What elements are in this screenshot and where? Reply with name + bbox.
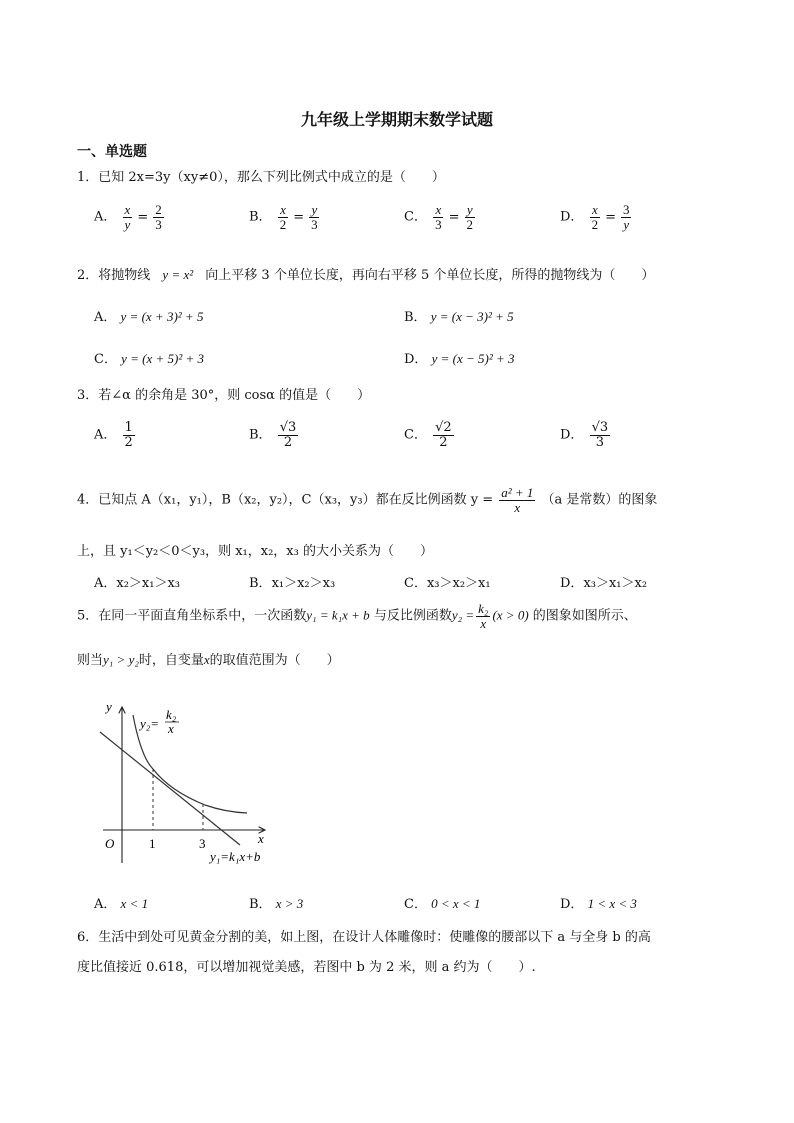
fraction-numerator: √3 <box>591 420 609 435</box>
q5-inverse-lhs: y₂ = <box>451 607 475 623</box>
q5-linear-function: y₁ = k₁x + b <box>306 607 370 623</box>
q5-stem-pre: 5．在同一平面直角坐标系中，一次函数 <box>77 608 307 624</box>
q2-option-b[interactable] <box>404 306 514 325</box>
x-axis-label: x <box>258 831 264 846</box>
option-label: D． <box>560 427 584 443</box>
fraction-denominator: 2 <box>283 434 293 450</box>
q5-stem-line2 <box>77 649 340 668</box>
q2-option-c[interactable] <box>94 348 204 367</box>
option-expression: x₃＞x₂＞x₁ <box>426 576 491 591</box>
fraction-numerator: √3 <box>279 420 297 435</box>
fraction-denominator: 3 <box>155 216 162 232</box>
q1-option-c[interactable]: C． $\frac{x}{3}$ = $\frac{y}{2}$ <box>404 202 473 232</box>
line-label: y₁=k₁x+b <box>210 849 261 864</box>
option-label: C． <box>404 576 427 591</box>
q2-formula: y = x² <box>162 267 194 282</box>
q5-domain-condition: (x > 0) <box>492 607 529 623</box>
fraction-numerator: x <box>280 202 286 217</box>
option-label: B． <box>404 310 427 325</box>
fraction-denominator: y <box>124 216 131 232</box>
q5-stem-post: 的图象如图所示、 <box>532 608 637 624</box>
fraction-denominator: 3 <box>595 434 604 450</box>
origin-label: O <box>105 836 115 851</box>
option-expression: x₁＞x₂＞x₃ <box>271 576 336 591</box>
page-title: 九年级上学期期末数学试题 <box>300 110 493 129</box>
option-expression: y = (x − 3)² + 5 <box>430 309 514 324</box>
option-expression: y = (x + 3)² + 5 <box>120 309 204 324</box>
q5-option-a[interactable] <box>94 893 148 912</box>
q2-option-d[interactable] <box>404 348 515 367</box>
q4-stem-post: （a 是常数）的图象 <box>541 492 658 508</box>
q6-stem-line2: 度比值接近 0.618，可以增加视觉美感，若图中 b 为 2 米，则 a 约为（ ）. <box>77 960 536 975</box>
option-label: A． <box>94 209 117 225</box>
q3-option-a[interactable] <box>94 421 137 449</box>
option-expression: x₃＞x₁＞x₂ <box>583 576 648 591</box>
fraction-numerator: 2 <box>155 202 162 217</box>
q2-option-a[interactable] <box>94 306 203 325</box>
q4-option-a[interactable] <box>94 572 180 591</box>
fraction-denominator: 2 <box>466 216 473 232</box>
fraction-denominator: x <box>480 615 487 631</box>
q5-variable: x <box>203 652 210 667</box>
q5-function-graph <box>95 695 285 870</box>
curve-label-numerator: k₂ <box>166 707 177 722</box>
q3-option-c[interactable] <box>404 421 456 449</box>
option-label: B． <box>249 897 272 912</box>
option-label: C． <box>404 427 427 443</box>
q2-stem-post: 向上平移 3 个单位长度，再向右平移 5 个单位长度，所得的抛物线为（ ） <box>205 268 655 283</box>
fraction-denominator: 2 <box>279 216 287 232</box>
q4-option-c[interactable] <box>404 572 491 591</box>
section-heading: 一、单选题 <box>77 144 147 160</box>
q5-option-d[interactable] <box>560 893 637 912</box>
q3-option-b[interactable] <box>249 421 300 449</box>
option-label: B． <box>249 576 272 591</box>
fraction-numerator: x <box>591 202 598 217</box>
q1-option-d[interactable]: D． $\frac{x}{2}$ = $\frac{3}{y}$ <box>560 202 630 232</box>
q1-option-b[interactable]: B． $\frac{x}{2}$ = $\frac{y}{3}$ <box>249 202 318 232</box>
q5-stem-mid: 与反比例函数 <box>373 608 452 624</box>
option-label: A． <box>94 427 117 443</box>
option-expression: y = (x − 5)² + 3 <box>431 351 515 366</box>
option-label: D． <box>404 352 428 367</box>
q4-option-d[interactable] <box>560 572 647 591</box>
fraction-numerator: y <box>466 202 473 217</box>
fraction-denominator: 3 <box>435 216 442 232</box>
option-expression: y = (x + 5)² + 3 <box>121 351 205 366</box>
option-expression: x < 1 <box>120 896 149 911</box>
q3-stem: 3．若∠α 的余角是 30°，则 cosα 的值是（ ） <box>77 388 371 403</box>
fraction-numerator: 3 <box>622 202 630 217</box>
option-label: C． <box>94 352 117 367</box>
fraction-numerator: a² + 1 <box>501 485 534 500</box>
q2-stem-pre: 2．将抛物线 <box>77 268 151 283</box>
option-label: B． <box>249 427 272 443</box>
q4-stem <box>77 486 657 514</box>
option-label: D． <box>560 209 584 225</box>
fraction-denominator: 2 <box>124 434 133 450</box>
q3-option-d[interactable] <box>560 421 612 449</box>
q4-stem-line2: 上，且 y₁＜y₂＜0＜y₃，则 x₁，x₂，x₃ 的大小关系为（ ） <box>77 544 433 559</box>
q5-option-b[interactable] <box>249 893 303 912</box>
fraction-numerator: √2 <box>435 420 452 435</box>
q4-stem-pre: 4．已知点 A（x₁，y₁），B（x₂，y₂），C（x₃，y₃）都在反比例函数 y = <box>77 492 494 508</box>
option-label: D． <box>560 897 584 912</box>
q5-line2-pre: 则当 <box>77 653 104 668</box>
q1-stem: 1．已知 2x=3y（xy≠0），那么下列比例式中成立的是（ ） <box>77 170 445 185</box>
option-label: D． <box>560 576 584 591</box>
fraction-numerator: y <box>311 202 318 217</box>
q2-stem <box>77 264 654 283</box>
tick-label-1: 1 <box>149 836 156 851</box>
fraction-denominator: x <box>514 499 521 515</box>
q5-line2-post: 的取值范围为（ ） <box>209 653 340 668</box>
q1-option-a[interactable]: A． $\frac{x}{y}$ = $\frac{2}{3}$ <box>94 202 162 232</box>
linear-function-line <box>100 732 240 845</box>
q5-condition: y₁ > y₂ <box>103 652 139 667</box>
curve-label-lhs: y₂= <box>140 716 160 731</box>
option-expression: x > 3 <box>275 896 304 911</box>
option-expression: 0 < x < 1 <box>431 896 481 911</box>
option-label: C． <box>404 897 427 912</box>
option-expression: 1 < x < 3 <box>587 896 637 911</box>
fraction-denominator: 3 <box>311 216 318 232</box>
fraction-denominator: y <box>623 216 630 232</box>
fraction-numerator: x <box>435 202 442 217</box>
fraction-denominator: 2 <box>591 216 599 232</box>
q5-stem <box>77 602 637 630</box>
option-label: A． <box>94 310 117 325</box>
q6-stem-line1: 6．生活中到处可见黄金分割的美，如上图，在设计人体雕像时：使雕像的腰部以下 a 与全身 b 的高 <box>77 930 651 945</box>
fraction-denominator: 2 <box>439 434 448 450</box>
q5-line2-mid: 时，自变量 <box>138 653 204 668</box>
y-axis-label: y <box>106 699 112 714</box>
option-expression: x₂＞x₁＞x₃ <box>116 576 181 591</box>
option-label: B． <box>249 209 272 225</box>
tick-label-3: 3 <box>199 836 206 851</box>
fraction-numerator: 1 <box>124 420 133 435</box>
curve-label-denominator: x <box>168 721 174 736</box>
q4-option-b[interactable] <box>249 572 335 591</box>
fraction-numerator: k₂ <box>478 601 489 616</box>
option-label: A． <box>94 576 117 591</box>
option-label: C． <box>404 209 427 225</box>
fraction-numerator: x <box>124 202 131 217</box>
option-label: A． <box>94 897 117 912</box>
q5-option-c[interactable] <box>404 893 480 912</box>
